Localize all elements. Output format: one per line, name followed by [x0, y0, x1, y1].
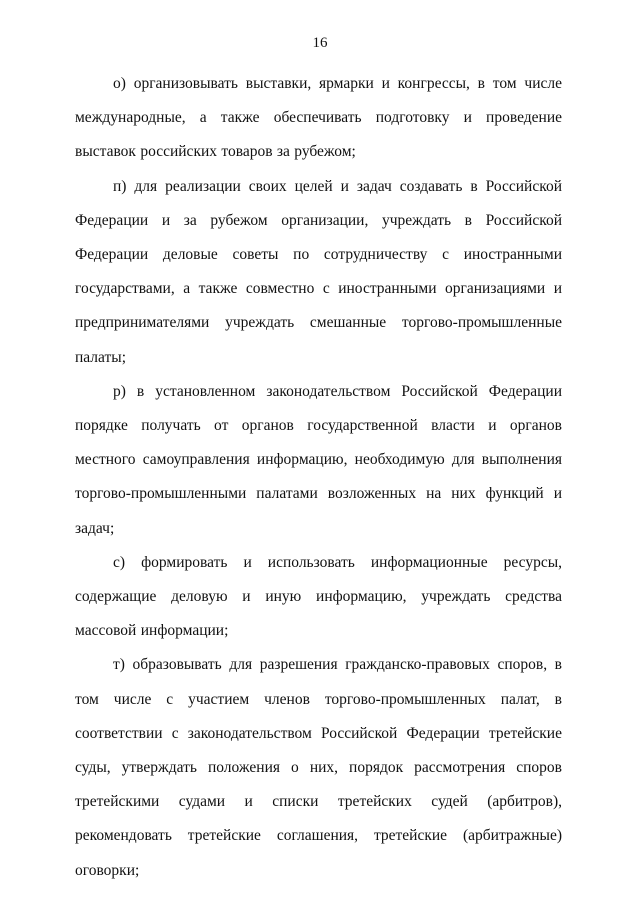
paragraph-o: о) организовывать выставки, ярмарки и конгрессы, в том числе международные, а также обеспечивать подготовку и проведение выставок российских товаров за рубежом; [75, 75, 562, 161]
paragraph-t: т) образовывать для разрешения гражданско-правовых споров, в том числе с участием членов торгово-промышленных палат, в соответствии с законодательством Российской Федерации третейские суды, утверждать положения о них, порядок рассмотрения споров третейскими судами и списки третейских судей (арбитров), рекомендовать третейские соглашения, третейские (арбитражные) оговорки; [75, 656, 562, 879]
document-body [75, 67, 562, 888]
page-number: 16 [312, 35, 328, 51]
paragraph-r: р) в установленном законодательством Российской Федерации порядке получать от органов государственной власти и органов местного самоуправления информацию, необходимую для выполнения торгово-промышленными палатами возложенных на них функций и задач; [75, 382, 562, 537]
paragraph-p: п) для реализации своих целей и задач создавать в Российской Федерации и за рубежом организации, учреждать в Российской Федерации деловые советы по сотрудничеству с иностранными государствами, а также совместно с иностранными организациями и предпринимателями учреждать смешанные торгово-промышленные палаты; [75, 177, 562, 366]
paragraph-s: с) формировать и использовать информационные ресурсы, содержащие деловую и иную информацию, учреждать средства массовой информации; [75, 553, 562, 640]
